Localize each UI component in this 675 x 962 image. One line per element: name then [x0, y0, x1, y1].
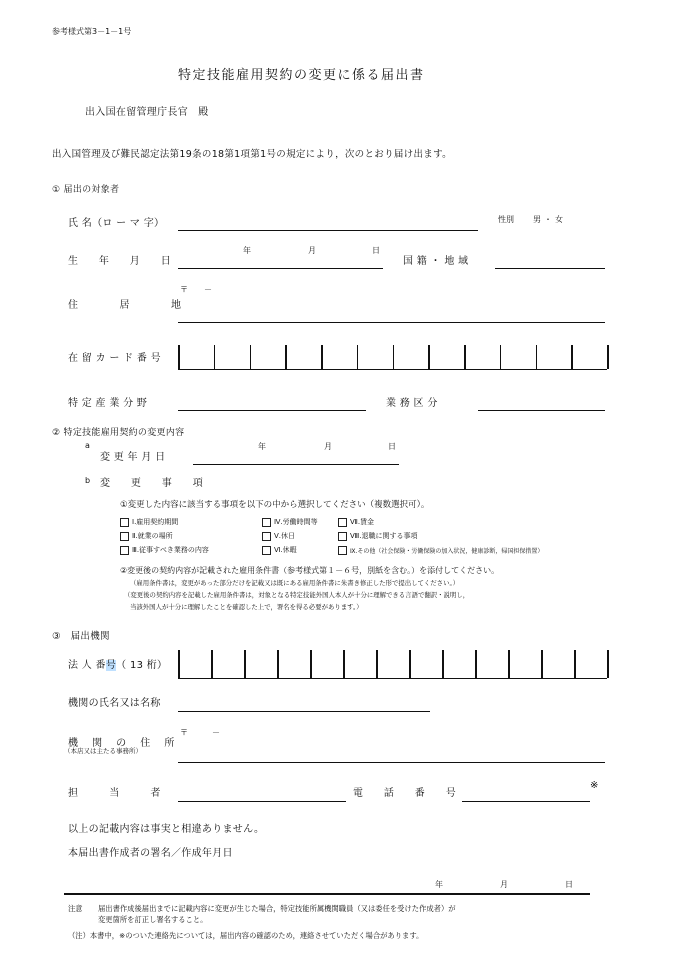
sex-options[interactable]: 男・女 [533, 215, 566, 224]
intro-text: 出入国管理及び難民認定法第19条の18第1項第1号の規定により，次のとおり届け出ます。 [52, 149, 452, 160]
option-label-5: Ⅴ.休日 [274, 532, 296, 540]
nationality-field[interactable] [495, 268, 605, 269]
instruction-2: ②変更後の契約内容が記載された雇用条件書（参考様式第１－６号，別紙を含む。）を添付してください。 [120, 566, 500, 575]
job-field[interactable] [478, 410, 605, 411]
option-label-1: Ⅰ.雇用契約期間 [132, 518, 179, 526]
contact-label: 担 当 者 [68, 788, 161, 799]
sig-month: 月 [500, 880, 508, 889]
item-b-mark: b [85, 476, 91, 485]
org-address-label: 機 関 の 住 所 [68, 738, 175, 749]
option-checkbox-5[interactable] [262, 532, 271, 541]
address-postal: 〒 － [180, 285, 212, 294]
name-label: 氏 名（ロ ー マ 字） [68, 218, 165, 229]
corp-number-cell[interactable] [378, 650, 408, 678]
card-number-cell[interactable] [287, 345, 320, 369]
corp-number-cell[interactable] [180, 650, 210, 678]
footer-note-1: 届出書作成後届出までに記載内容に変更が生じた場合，特定技能所属機関職員（又は委任を受けた作成者）が [98, 904, 456, 913]
card-number-cell[interactable] [395, 345, 428, 369]
option-checkbox-2[interactable] [120, 532, 129, 541]
footer-note-2: 変更箇所を訂正し署名すること。 [98, 915, 208, 924]
dob-label: 生 年 月 日 [68, 256, 171, 267]
card-number-cell[interactable] [359, 345, 392, 369]
industry-label: 特 定 産 業 分 野 [68, 398, 148, 409]
nationality-label: 国 籍 ・ 地 域 [403, 256, 469, 267]
phone-field[interactable] [462, 801, 590, 802]
corp-number-cell[interactable] [444, 650, 474, 678]
org-address-sub: （本店又は主たる事務所） [64, 747, 142, 755]
option-checkbox-6[interactable] [262, 546, 271, 555]
sig-day: 日 [565, 880, 573, 889]
phone-asterisk: ※ [590, 780, 599, 791]
industry-field[interactable] [178, 410, 366, 411]
contact-field[interactable] [178, 801, 346, 802]
change-items-label: 変 更 事 項 [100, 478, 203, 489]
instruction-1: ①変更した内容に該当する事項を以下の中から選択してください（複数選択可）。 [120, 500, 430, 510]
option-label-7: Ⅶ.賃金 [350, 518, 375, 526]
card-number-cell[interactable] [216, 345, 249, 369]
change-month: 月 [324, 442, 332, 451]
phone-label: 電 話 番 号 [353, 788, 456, 799]
change-day: 日 [388, 442, 396, 451]
name-field[interactable] [178, 230, 478, 231]
card-number-cell[interactable] [323, 345, 356, 369]
note-line-3: 当該外国人が十分に理解したことを確認した上で，署名を得る必要があります。） [130, 603, 363, 611]
option-checkbox-3[interactable] [120, 546, 129, 555]
org-postal: 〒 － [180, 728, 220, 737]
corp-number-cell[interactable] [279, 650, 309, 678]
corp-number-cell[interactable] [345, 650, 375, 678]
org-name-field[interactable] [178, 711, 430, 712]
option-label-3: Ⅲ.従事すべき業務の内容 [132, 546, 209, 554]
card-number-baseline [178, 369, 607, 370]
card-label: 在 留 カ ー ド 番 号 [68, 353, 161, 364]
option-checkbox-4[interactable] [262, 518, 271, 527]
corp-number-cell[interactable] [576, 650, 606, 678]
section1-heading: ① 届出の対象者 [52, 185, 120, 195]
card-number-cell[interactable] [466, 345, 499, 369]
org-name-label: 機関の氏名又は名称 [68, 698, 161, 709]
change-year: 年 [258, 442, 266, 451]
form-number: 参考様式第3－1－1号 [52, 27, 132, 36]
dob-field[interactable] [178, 268, 383, 269]
option-checkbox-8[interactable] [338, 532, 347, 541]
dob-day: 日 [372, 246, 380, 255]
option-label-2: Ⅱ.就業の場所 [132, 532, 173, 540]
card-number-cell[interactable] [573, 345, 606, 369]
change-date-label: 変 更 年 月 日 [100, 452, 166, 463]
section3-heading: ③ 届出機関 [52, 631, 110, 642]
option-label-8: Ⅷ.退職に関する事項 [350, 532, 418, 540]
sex-label: 性別 [498, 215, 514, 224]
corp-number-cell[interactable] [246, 650, 276, 678]
footer-note-extra: （注）本書中，※のついた連絡先については，届出内容の確認のため，連絡させていただく場合があります。 [68, 931, 424, 940]
org-address-field[interactable] [178, 762, 605, 763]
dob-year: 年 [243, 246, 251, 255]
card-number-divider [607, 345, 609, 369]
corp-number-cell[interactable] [213, 650, 243, 678]
signature-label: 本届出書作成者の署名／作成年月日 [68, 848, 233, 859]
card-number-cell[interactable] [502, 345, 535, 369]
note-line-1: （雇用条件書は，変更があった部分だけを記載又は既にある雇用条件書に朱書き修正した形で提出してください。） [130, 579, 460, 587]
declaration: 以上の記載内容は事実と相違ありません。 [68, 824, 265, 835]
signature-field[interactable] [64, 893, 590, 895]
option-label-9: Ⅸ.その他（社会保険・労働保険の加入状況，健康診断，帰国担保措置） [350, 548, 544, 555]
option-checkbox-1[interactable] [120, 518, 129, 527]
corp-number-cell[interactable] [510, 650, 540, 678]
change-date-field[interactable] [193, 464, 399, 465]
card-number-cell[interactable] [252, 345, 285, 369]
corp-number-cell[interactable] [477, 650, 507, 678]
job-label: 業 務 区 分 [386, 398, 438, 409]
dob-month: 月 [308, 246, 316, 255]
note-line-2: （変更後の契約内容を記載した雇用条件書は，対象となる特定技能外国人本人が十分に理解できる言語で翻訳・説明し， [124, 591, 470, 599]
corp-number-cell[interactable] [312, 650, 342, 678]
corp-number-cell[interactable] [411, 650, 441, 678]
sig-year: 年 [435, 880, 443, 889]
option-checkbox-7[interactable] [338, 518, 347, 527]
addressee: 出入国在留管理庁長官 殿 [85, 107, 209, 118]
address-field[interactable] [178, 322, 605, 323]
corp-number-baseline [178, 678, 607, 679]
card-number-cell[interactable] [430, 345, 463, 369]
corp-number-cell[interactable] [543, 650, 573, 678]
footer-note-label: 注意 [68, 904, 83, 913]
card-number-cell[interactable] [180, 345, 213, 369]
form-title: 特定技能雇用契約の変更に係る届出書 [178, 68, 425, 83]
option-label-4: Ⅳ.労働時間等 [274, 518, 318, 526]
card-number-cell[interactable] [538, 345, 571, 369]
option-checkbox-9[interactable] [338, 546, 347, 555]
option-label-6: Ⅵ.休暇 [274, 546, 297, 554]
address-label: 住 居 地 [68, 300, 182, 311]
section2-heading: ② 特定技能雇用契約の変更内容 [52, 428, 185, 438]
corp-number-divider [607, 650, 609, 678]
item-a-mark: a [85, 441, 90, 450]
corp-number-label: 法 人 番号（ 13 桁） [68, 660, 168, 671]
